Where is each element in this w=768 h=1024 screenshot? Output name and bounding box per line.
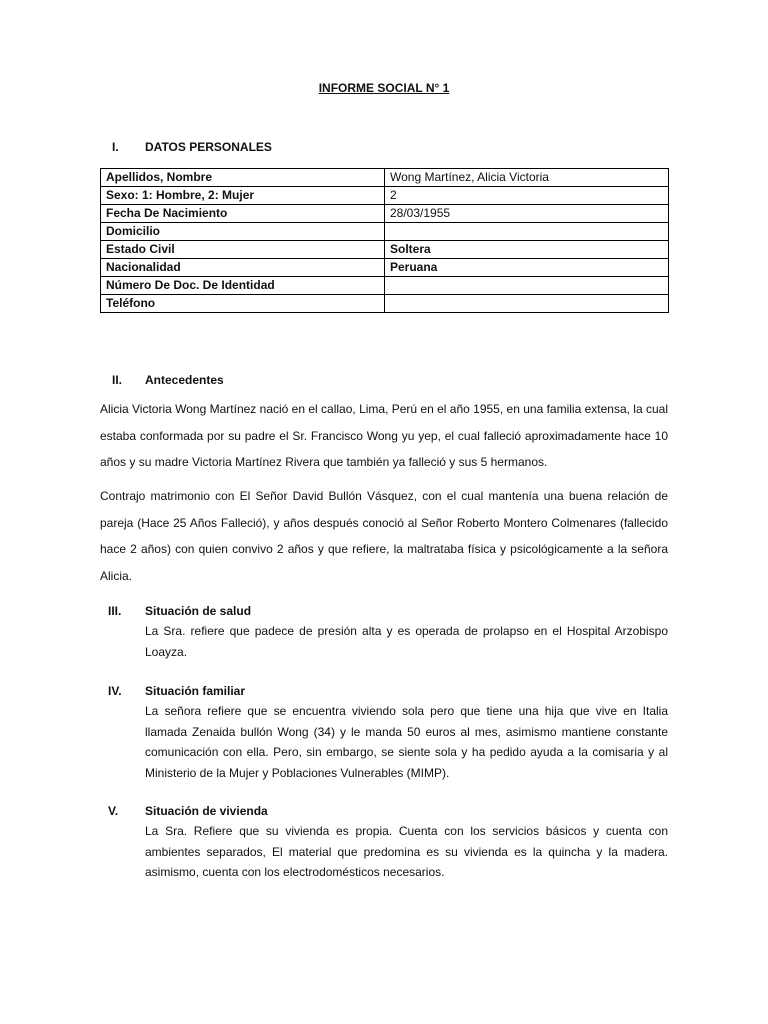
row-value [385, 277, 669, 295]
section-number: I. [112, 140, 119, 154]
section-label: Situación familiar [145, 684, 246, 698]
table-row [101, 169, 669, 187]
familiar-text: La señora refiere que se encuentra viviendo sola pero que tiene una hija que vive en Italia llamada Zenaida bullón Wong (34) y le manda 50 euros al mes, asimismo mantiene constante comunicación con ella. Pero, sin embargo, se siente sola y ha pedido ayuda a la comisaria y al Ministerio de la Mujer y Poblaciones Vulnerables (MIMP). [145, 704, 668, 780]
section-number: II. [112, 373, 123, 387]
row-key: Domicilio [101, 223, 385, 241]
section-label: Situación de vivienda [145, 804, 268, 818]
salud-text: La Sra. refiere que padece de presión alta y es operada de prolapso en el Hospital Arzobispo Loayza. [145, 624, 668, 659]
section-number: V. [108, 804, 119, 818]
row-value: Peruana [385, 259, 669, 277]
vivienda-text: La Sra. Refiere que su vivienda es propia. Cuenta con los servicios básicos y cuenta con ambientes separados, El material que predomina es su vivienda es la quincha y la madera. asimismo, cuenta con los electrodomésticos necesarios. [145, 824, 668, 879]
row-value [385, 295, 669, 313]
row-key: Teléfono [101, 295, 385, 313]
table-row [101, 205, 669, 223]
row-key: Número De Doc. De Identidad [101, 277, 385, 295]
row-key: Estado Civil [101, 241, 385, 259]
row-key: Fecha De Nacimiento [101, 205, 385, 223]
row-value [385, 223, 669, 241]
personal-data-table [100, 168, 669, 313]
section-number: III. [108, 604, 122, 618]
row-value: Soltera [385, 241, 669, 259]
antecedentes-paragraph-2: Contrajo matrimonio con El Señor David Bullón Vásquez, con el cual mantenía una buena relación de pareja (Hace 25 Años Falleció), y años después conoció al Señor Roberto Montero Colmenares (fallecido hace 2 años) con quien convivo 2 años y que refiere, la maltrataba física y psicológicamente a la señora Alicia. [100, 489, 668, 583]
antecedentes-paragraph-1: Alicia Victoria Wong Martínez nació en el callao, Lima, Perú en el año 1955, en una familia extensa, la cual estaba conformada por su padre el Sr. Francisco Wong yu yep, el cual falleció aproximadamente hace 10 años y su madre Victoria Martínez Rivera que también ya falleció y sus 5 hermanos. [100, 402, 668, 469]
table-row [101, 259, 669, 277]
table-row [101, 187, 669, 205]
row-value: 2 [385, 187, 669, 205]
table-row [101, 223, 669, 241]
row-value: Wong Martínez, Alicia Victoria [385, 169, 669, 187]
section-label: Situación de salud [145, 604, 252, 618]
row-value: 28/03/1955 [385, 205, 669, 223]
table-row [101, 295, 669, 313]
row-key: Apellidos, Nombre [101, 169, 385, 187]
table-row [101, 277, 669, 295]
table-row [101, 241, 669, 259]
section-label: Antecedentes [145, 373, 224, 387]
row-key: Sexo: 1: Hombre, 2: Mujer [101, 187, 385, 205]
row-key: Nacionalidad [101, 259, 385, 277]
report-title: INFORME SOCIAL N° 1 [318, 81, 450, 95]
section-number: IV. [108, 684, 122, 698]
section-label: DATOS PERSONALES [145, 140, 272, 154]
